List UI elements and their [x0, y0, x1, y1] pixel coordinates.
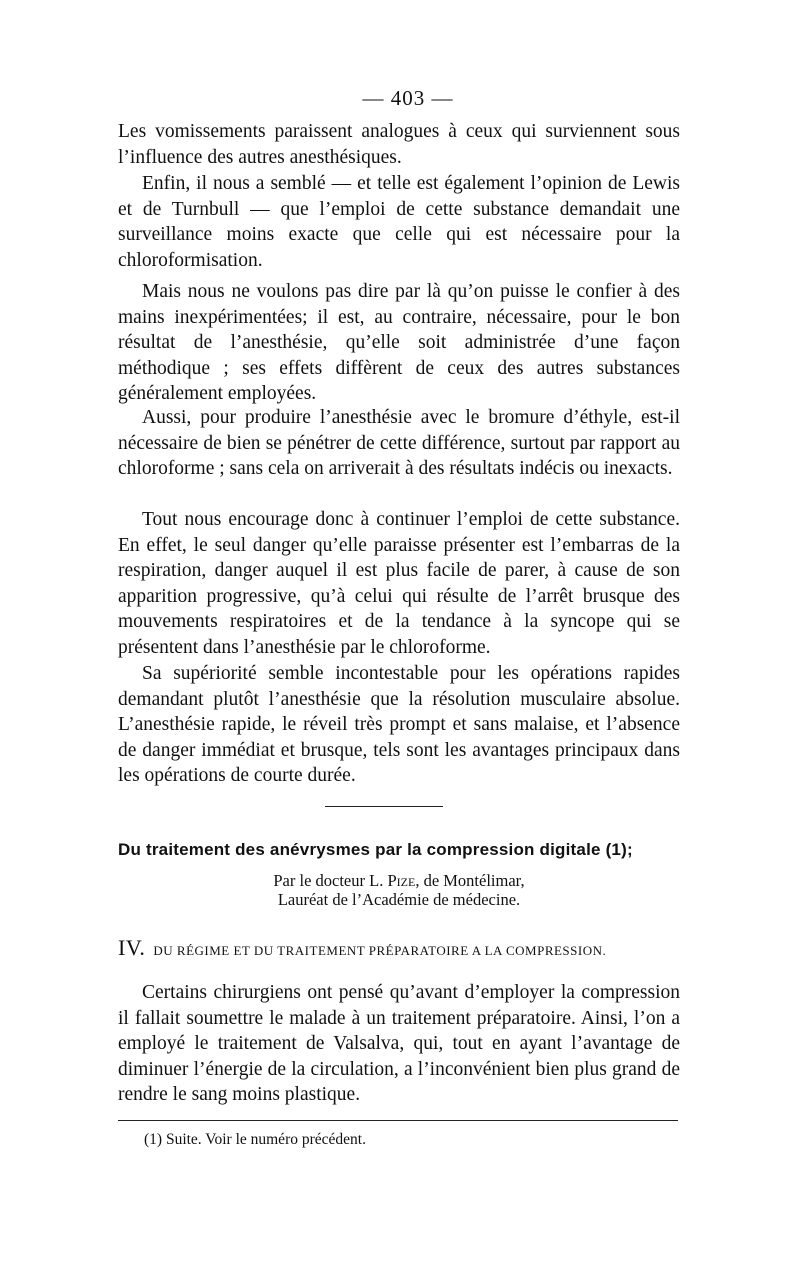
- paragraph: Mais nous ne voulons pas dire par là qu’on puisse le confier à des mains inexpérimentées; il est, au contraire, nécessaire, pour le bon résultat de l’anesthésie, qu’elle soit administrée d’une façon méthodique ; ses effets diffèrent de ceux des autres substances généralement employées.: [118, 281, 680, 404]
- article-separator-rule: [325, 806, 443, 807]
- section-number: IV.: [118, 935, 146, 960]
- paragraph: Aussi, pour produire l’anesthésie avec le bromure d’éthyle, est-il nécessaire de bien se pénétrer de cette différence, surtout par rapport au chloroforme ; sans cela on arriverait à des résultats indécis ou inexacts.: [118, 407, 680, 479]
- section-title: DU RÉGIME ET DU TRAITEMENT PRÉPARATOIRE A LA COMPRESSION.: [153, 943, 607, 958]
- article-title: Du traitement des anévrysmes par la compression digitale (1);: [118, 840, 633, 859]
- byline-suffix: , de Montélimar,: [415, 871, 525, 890]
- section-heading: [118, 935, 680, 961]
- byline: [118, 871, 680, 909]
- footnote-rule: [118, 1120, 678, 1121]
- paragraph: Tout nous encourage donc à continuer l’emploi de cette substance. En effet, le seul danger qu’elle paraisse présenter est l’embarras de la respiration, danger auquel il est plus facile de parer, à cause de son apparition progressive, qu’à celui qui résulte de l’arrêt brusque des mouvements respiratoires et de la tendance à la syncope qui se présentent dans l’anesthésie par le chloroforme.: [118, 509, 680, 658]
- paragraph: Certains chirurgiens ont pensé qu’avant d’employer la compression il fallait soumettre le malade à un traitement préparatoire. Ainsi, l’on a employé le traitement de Valsalva, qui, tout en ayant l’avantage de diminuer l’énergie de la circulation, a l’inconvénient bien plus grand de rendre le sang moins plastique.: [118, 982, 680, 1105]
- page-number: — 403 —: [362, 86, 454, 110]
- author-affiliation: Lauréat de l’Académie de médecine.: [277, 890, 521, 909]
- author-name: L. Pize: [369, 871, 416, 890]
- footnote: (1) Suite. Voir le numéro précédent.: [144, 1131, 366, 1148]
- paragraph: Enfin, il nous a semblé — et telle est également l’opinion de Lewis et de Turnbull — que l’emploi de cette substance demandait une surveillance moins exacte que celle qui est nécessaire pour la chloroformisation.: [118, 173, 680, 271]
- paragraph: Sa supériorité semble incontestable pour les opérations rapides demandant plutôt l’anesthésie que la résolution musculaire absolue. L’anesthésie rapide, le réveil très prompt et sans malaise, et l’absence de danger immédiat et brusque, tels sont les avantages principaux dans les opérations de courte durée.: [118, 663, 680, 786]
- byline-prefix: Par le docteur: [273, 871, 366, 890]
- paragraph: Les vomissements paraissent analogues à ceux qui surviennent sous l’influence des autres anesthésiques.: [118, 121, 680, 168]
- author-line: [118, 871, 680, 890]
